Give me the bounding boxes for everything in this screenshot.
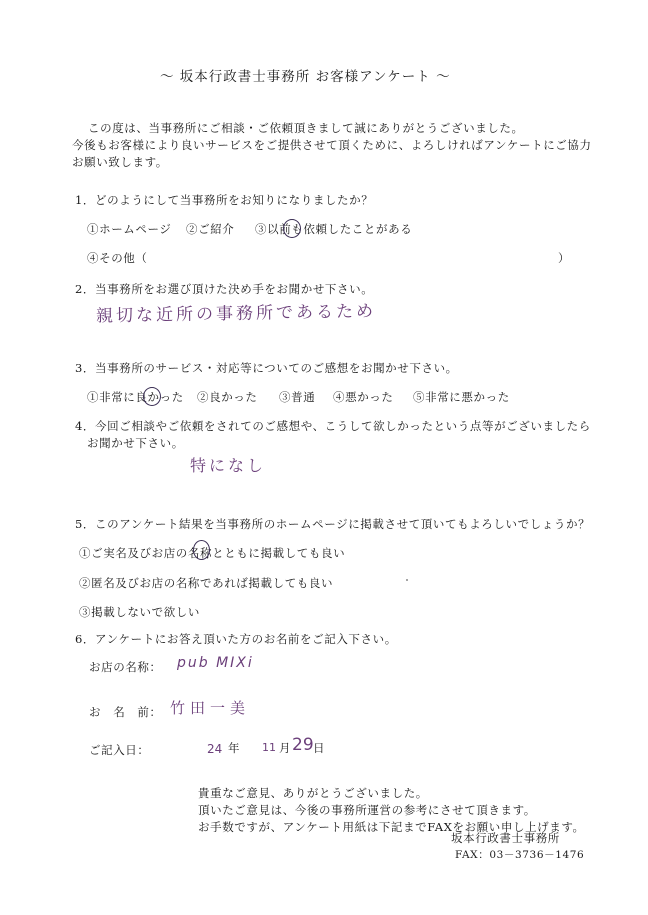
q2-question: 2．当事務所をお選び頂けた決め手をお聞かせ下さい。 xyxy=(75,282,374,296)
closing-line-1: 貴重なご意見、ありがとうございました。 xyxy=(198,786,428,800)
q6-question: 6．アンケートにお答え頂いた方のお名前をご記入下さい。 xyxy=(75,632,397,646)
customer-name-label: お 名 前： xyxy=(89,705,162,719)
q5-question: 5．このアンケート結果を当事務所のホームページに掲載させて頂いてもよろしいでしょうか？ xyxy=(75,517,591,531)
office-name: 坂本行政書士事務所 xyxy=(451,831,560,845)
q3-option-very-bad: ⑤非常に悪かった xyxy=(413,390,510,404)
q5-option-no-publish: ③掲載しないで欲しい xyxy=(79,605,200,619)
q1-question: 1．どのようにして当事務所をお知りになりましたか？ xyxy=(75,193,374,207)
q1-selection-circle xyxy=(283,219,301,238)
date-day-unit: 日 xyxy=(313,741,326,755)
q3-option-bad: ④悪かった xyxy=(333,390,394,404)
q4-handwritten-answer: 特になし xyxy=(190,456,267,475)
q5-option-anonymous: ②匿名及びお店の名称であれば掲載しても良い xyxy=(79,576,334,590)
q4-question-line-2: お聞かせ下さい。 xyxy=(87,436,184,450)
closing-line-2: 頂いたご意見は、今後の事務所運営の参考にさせて頂きます。 xyxy=(198,803,536,817)
q5-option-real-name: ①ご実名及びお店の名称とともに掲載しても良い xyxy=(79,546,346,560)
customer-name-value: 竹田一美 xyxy=(170,699,251,717)
office-fax: FAX：03－3736－1476 xyxy=(455,849,585,861)
stray-mark xyxy=(406,579,408,581)
shop-name-label: お店の名称： xyxy=(89,660,162,674)
q1-option-homepage: ①ホームページ xyxy=(87,222,172,236)
closing-line-3: お手数ですが、アンケート用紙は下記までFAXをお願い申し上げます。 xyxy=(198,820,585,834)
date-day-value: 29 xyxy=(292,735,314,755)
q1-option-referral: ②ご紹介 xyxy=(186,222,235,236)
intro-line-3: お願い致します。 xyxy=(72,155,168,169)
shop-name-value: pub MIXi xyxy=(177,655,254,671)
q3-option-good: ②良かった xyxy=(197,390,258,404)
q1-option-other: ④その他（ xyxy=(87,251,148,265)
q1-option-previous: ③以前も依頼したことがある xyxy=(255,222,413,236)
q3-selection-circle xyxy=(143,387,161,406)
date-label: ご記入日： xyxy=(89,743,150,757)
q1-other-close-paren: ） xyxy=(558,251,571,265)
q4-question-line-1: 4．今回ご相談やご依頼をされてのご感想や、こうして欲しかったという点等がございましたら xyxy=(75,419,591,433)
q5-selection-circle xyxy=(193,540,210,560)
date-month-unit: 月 xyxy=(279,741,292,755)
intro-line-2: 今後もお客様により良いサービスをご提供させて頂くために、よろしければアンケートにご協力 xyxy=(72,138,592,152)
page-title: 〜 坂本行政書士事務所 お客様アンケート 〜 xyxy=(160,69,451,85)
date-month-value: 11 xyxy=(262,741,276,754)
q3-option-normal: ③普通 xyxy=(279,390,316,404)
intro-line-1: この度は、当事務所にご相談・ご依頼頂きまして誠にありがとうございました。 xyxy=(88,121,524,135)
date-year-value: 24 xyxy=(207,742,223,756)
date-year-unit: 年 xyxy=(228,741,241,755)
q2-handwritten-answer: 親切な近所の事務所であるため xyxy=(95,301,377,327)
q3-question: 3．当事務所のサービス・対応等についてのご感想をお聞かせ下さい。 xyxy=(75,361,458,375)
q3-option-very-good: ①非常に良かった xyxy=(87,390,184,404)
